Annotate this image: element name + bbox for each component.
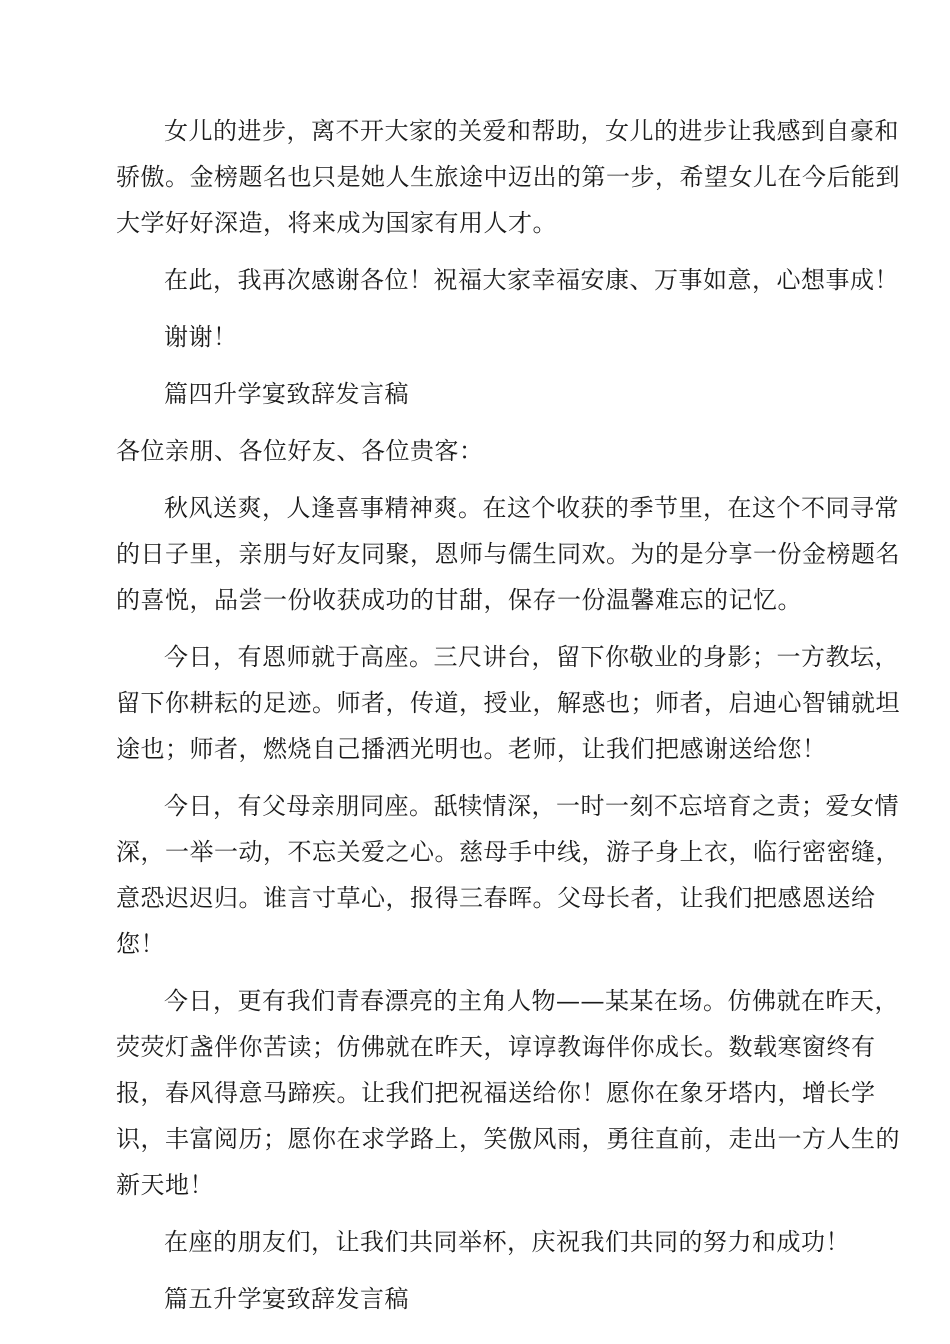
text-line: 途也；师者，燃烧自己播洒光明也。老师，让我们把感谢送给您！ <box>116 735 827 763</box>
heading-text: 篇五升学宴致辞发言稿 <box>164 1285 409 1313</box>
paragraph-parents <box>116 783 900 967</box>
paragraph-autumn-breeze <box>116 485 900 623</box>
text-line: 在此，我再次感谢各位！祝福大家幸福安康、万事如意，心想事成！ <box>164 266 899 294</box>
text-line: 骄傲。金榜题名也只是她人生旅途中迈出的第一步，希望女儿在今后能到 <box>116 163 900 191</box>
paragraph-daughter-progress <box>116 108 900 246</box>
section-heading-5 <box>116 1276 836 1322</box>
text-line: 深，一举一动，不忘关爱之心。慈母手中线，游子身上衣，临行密密缝， <box>116 838 900 866</box>
text-line: 您！ <box>116 930 165 958</box>
paragraph-thanks-again <box>116 257 899 303</box>
text-line: 今日，有父母亲朋同座。舐犊情深，一时一刻不忘培育之责；爱女情 <box>164 792 899 820</box>
text-line: 女儿的进步，离不开大家的关爱和帮助，女儿的进步让我感到自豪和 <box>164 117 899 145</box>
text-line: 识，丰富阅历；愿你在求学路上，笑傲风雨，勇往直前，走出一方人生的 <box>116 1125 900 1153</box>
paragraph-thank-you <box>116 314 836 360</box>
text-line: 意恐迟迟归。谁言寸草心，报得三春晖。父母长者，让我们把感恩送给 <box>116 884 876 912</box>
text-line: 的日子里，亲朋与好友同聚，恩师与儒生同欢。为的是分享一份金榜题名 <box>116 540 900 568</box>
text-line: 留下你耕耘的足迹。师者，传道，授业，解惑也；师者，启迪心智铺就坦 <box>116 689 900 717</box>
text-line: 报，春风得意马蹄疾。让我们把祝福送给你！愿你在象牙塔内，增长学 <box>116 1079 876 1107</box>
text-line: 的喜悦，品尝一份收获成功的甘甜，保存一份温馨难忘的记忆。 <box>116 586 802 614</box>
section-heading-4 <box>116 371 836 417</box>
text-line: 大学好好深造，将来成为国家有用人才。 <box>116 209 557 237</box>
text-line: 谢谢！ <box>164 323 238 351</box>
text-line: 秋风送爽，人逢喜事精神爽。在这个收获的季节里，在这个不同寻常 <box>164 494 899 522</box>
text-line: 今日，更有我们青春漂亮的主角人物——某某在场。仿佛就在昨天， <box>164 987 899 1015</box>
paragraph-protagonist <box>116 978 900 1208</box>
text-line: 在座的朋友们，让我们共同举杯，庆祝我们共同的努力和成功！ <box>164 1228 850 1256</box>
text-line: 新天地！ <box>116 1171 214 1199</box>
salutation <box>116 428 836 474</box>
heading-text: 篇四升学宴致辞发言稿 <box>164 380 409 408</box>
text-line: 荧荧灯盏伴你苦读；仿佛就在昨天，谆谆教诲伴你成长。数载寒窗终有 <box>116 1033 876 1061</box>
document-body <box>116 108 900 1322</box>
paragraph-toast <box>116 1219 850 1265</box>
paragraph-teachers <box>116 634 900 772</box>
text-line: 今日，有恩师就于高座。三尺讲台，留下你敬业的身影；一方教坛， <box>164 643 899 671</box>
text-line: 各位亲朋、各位好友、各位贵客： <box>116 437 484 465</box>
